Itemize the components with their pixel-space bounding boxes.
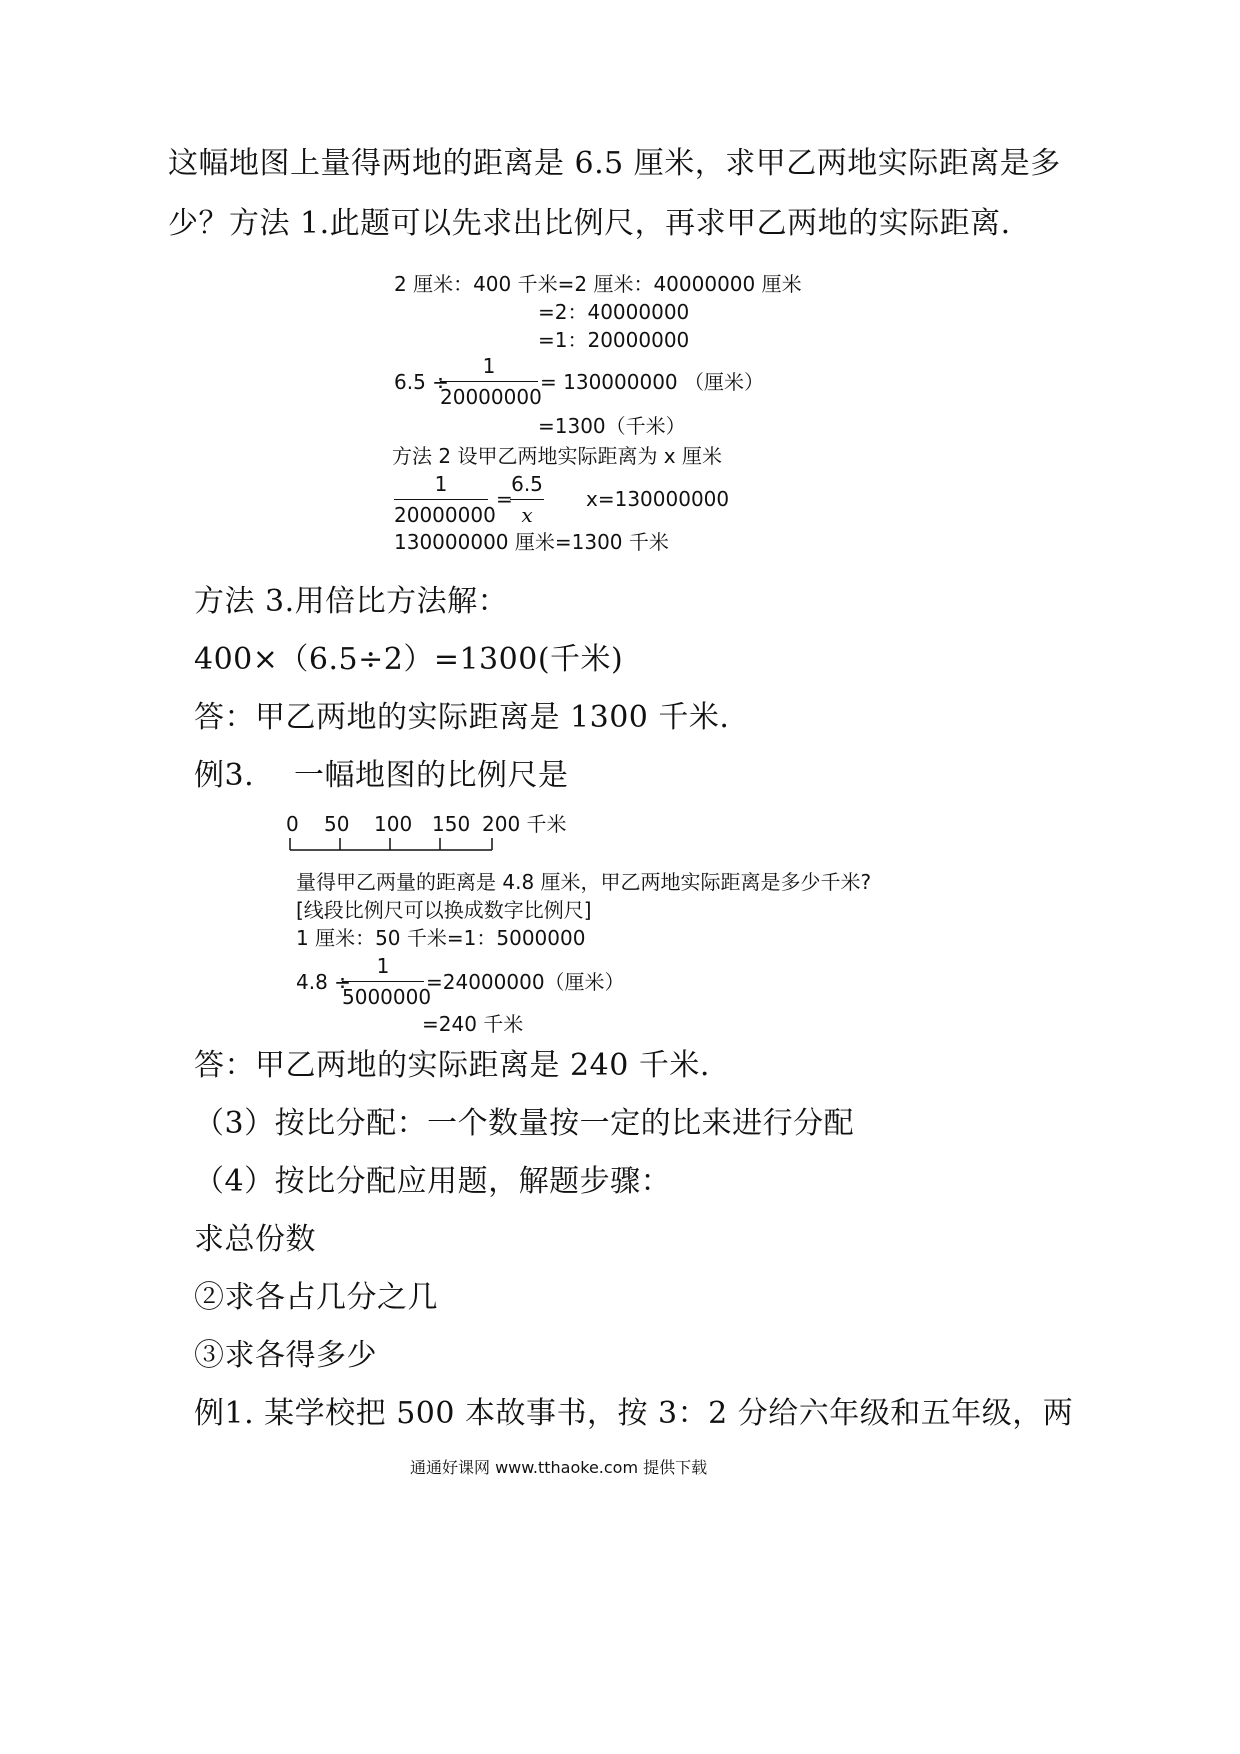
fraction-denominator: 5000000 [342, 985, 432, 1009]
fraction-numerator: 1 [434, 472, 448, 496]
calc1-line1: 2 厘米：400 千米=2 厘米：40000000 厘米 [394, 272, 802, 296]
scale-label-100: 100 [374, 812, 413, 836]
page-footer: 通通好课网 www.tthaoke.com 提供下载 [410, 1458, 708, 1477]
fraction-bar [440, 381, 538, 382]
calc2-question: 量得甲乙两量的距离是 4.8 厘米，甲乙两地实际距离是多少千米? [296, 870, 872, 894]
fraction-numerator: 1 [376, 954, 390, 978]
example1: 例1. 某学校把 500 本故事书，按 3：2 分给六年级和五年级，两 [194, 1396, 1074, 1431]
fraction-bar [394, 499, 488, 500]
calc2-fraction [342, 954, 432, 1009]
fraction-numerator: 6.5 [511, 472, 543, 496]
answer2: 答：甲乙两地的实际距离是 240 千米. [194, 1048, 710, 1083]
answer1: 答：甲乙两地的实际距离是 1300 千米. [194, 700, 730, 735]
step3: ③求各得多少 [194, 1338, 377, 1373]
calc2-line3: 1 厘米：50 千米=1：5000000 [296, 926, 586, 950]
calc1-line5: =1300（千米） [538, 414, 686, 438]
fraction-bar [510, 499, 544, 500]
step2: ②求各占几分之几 [194, 1280, 438, 1315]
method3-title: 方法 3.用倍比方法解： [194, 584, 509, 619]
line-segment-scale [286, 834, 506, 854]
calc1-line2: =2：40000000 [538, 300, 690, 324]
proportion-left-fraction [394, 472, 496, 527]
calc2-note: [线段比例尺可以换成数字比例尺] [296, 898, 592, 922]
para1-line1: 这幅地图上量得两地的距离是 6.5 厘米，求甲乙两地实际距离是多 [168, 146, 1061, 181]
scale-label-0: 0 [286, 812, 299, 836]
scale-label-50: 50 [324, 812, 350, 836]
item3: （3）按比分配：一个数量按一定的比来进行分配 [194, 1106, 855, 1141]
calc2-line5: =240 千米 [422, 1012, 524, 1036]
scale-label-150: 150 [432, 812, 471, 836]
scale-label-200: 200 千米 [482, 812, 567, 836]
proportion-right-fraction [510, 472, 544, 527]
proportion-equals: = [496, 487, 513, 511]
proportion-result: x=130000000 [586, 487, 730, 511]
method2-line: 方法 2 设甲乙两地实际距离为 x 厘米 [392, 444, 722, 468]
calc1-line8: 130000000 厘米=1300 千米 [394, 530, 669, 554]
fraction-bar [342, 981, 424, 982]
example3-text: 一幅地图的比例尺是 [294, 758, 569, 793]
calc1-line3: =1：20000000 [538, 328, 690, 352]
step1: 求总份数 [194, 1222, 316, 1257]
calc2-div-left: 4.8 ÷ [296, 970, 351, 994]
fraction-denominator: 20000000 [440, 385, 542, 409]
calc2-div-right: =24000000（厘米） [426, 970, 625, 994]
item4: （4）按比分配应用题，解题步骤： [194, 1164, 672, 1199]
para1-line2: 少？方法 1.此题可以先求出比例尺，再求甲乙两地的实际距离. [168, 206, 1011, 241]
fraction-denominator: 20000000 [394, 503, 496, 527]
example3-label: 例3. [194, 758, 255, 793]
fraction-denominator: x [521, 503, 533, 527]
calc1-div-left: 6.5 ÷ [394, 370, 449, 394]
fraction-numerator: 1 [482, 354, 496, 378]
method3-calc: 400×（6.5÷2）=1300(千米) [194, 642, 624, 677]
calc1-div-right: = 130000000 （厘米） [540, 370, 764, 394]
calc1-fraction [440, 354, 542, 409]
